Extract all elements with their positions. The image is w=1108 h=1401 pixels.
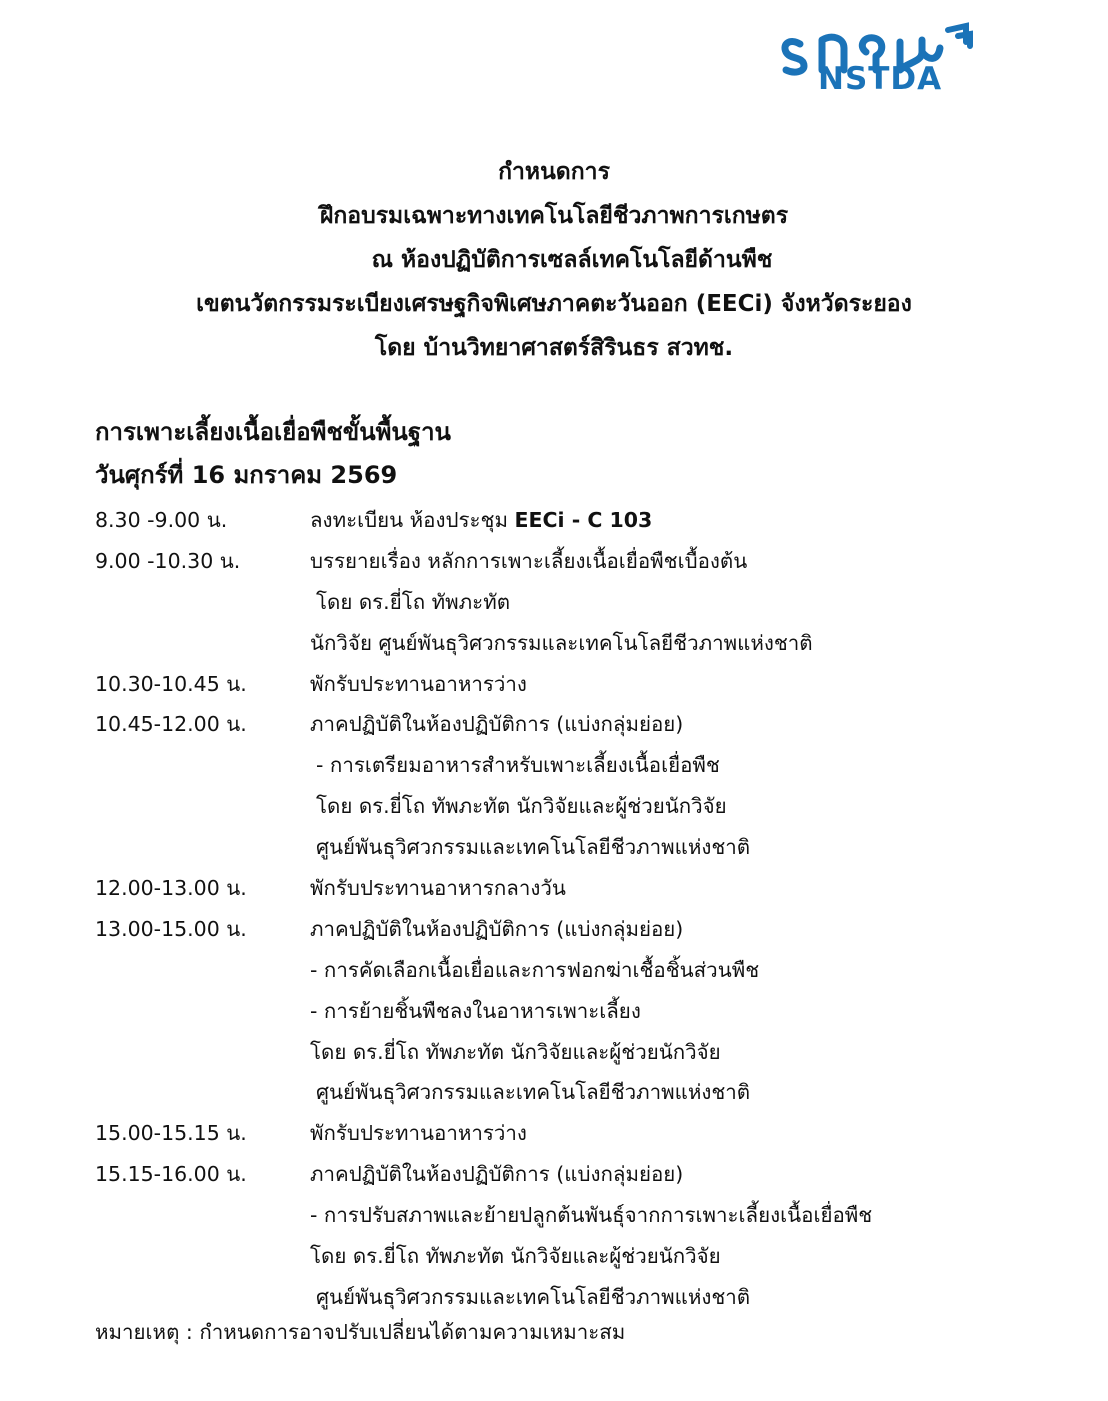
schedule-row [95,582,1055,623]
schedule-time: 10.45-12.00 น. [95,712,247,737]
schedule-row [95,500,1055,541]
schedule-time: 15.00-15.15 น. [95,1121,247,1146]
schedule-text: โดย ดร.ยี่โถ ทัพภะทัต นักวิจัยและผู้ช่วยนักวิจัย [316,794,727,819]
schedule-row [95,950,1055,991]
schedule-row [95,664,1055,705]
room-code: EECi - C 103 [514,508,653,532]
schedule-row [95,1072,1055,1113]
schedule-row [95,541,1055,582]
schedule-text: ลงทะเบียน ห้องประชุม EECi - C 103 [310,508,653,532]
schedule-text: นักวิจัย ศูนย์พันธุวิศวกรรมและเทคโนโลยีชีวภาพแห่งชาติ [310,630,813,655]
title-line: ณ ห้องปฏิบัติการเซลล์เทคโนโลยีด้านพืช [371,247,773,273]
logo-text: NSTDA [818,61,943,97]
schedule-row [95,1277,1055,1318]
schedule-text: พักรับประทานอาหารว่าง [310,1121,527,1146]
footnote: หมายเหตุ : กำหนดการอาจปรับเปลี่ยนได้ตามความเหมาะสม [95,1320,626,1344]
schedule-text: โดย ดร.ยี่โถ ทัพภะทัต นักวิจัยและผู้ช่วยนักวิจัย [310,1244,721,1269]
schedule-time: 12.00-13.00 น. [95,876,247,901]
schedule-text: โดย ดร.ยี่โถ ทัพภะทัต [316,589,511,614]
schedule-row [95,1154,1055,1195]
course-date: วันศุกร์ที่ 16 มกราคม 2569 [95,461,398,489]
title-line: กำหนดการ [498,159,610,185]
schedule-text: บรรยายเรื่อง หลักการเพาะเลี้ยงเนื้อเยื่อพืชเบื้องต้น [310,548,748,573]
schedule-row [95,704,1055,745]
schedule-text: พักรับประทานอาหารกลางวัน [310,876,566,901]
schedule-text: ศูนย์พันธุวิศวกรรมและเทคโนโลยีชีวภาพแห่งชาติ [316,1284,751,1309]
schedule-text: พักรับประทานอาหารว่าง [310,671,527,696]
schedule-time: 15.15-16.00 น. [95,1162,247,1187]
title-line: ฝึกอบรมเฉพาะทางเทคโนโลยีชีวภาพการเกษตร [319,203,789,229]
schedule-time: 10.30-10.45 น. [95,671,247,696]
schedule-time: 8.30 -9.00 น. [95,508,228,532]
schedule-text: ภาคปฏิบัติในห้องปฏิบัติการ (แบ่งกลุ่มย่อย) [310,712,684,737]
schedule-row [95,827,1055,868]
schedule-text: - การคัดเลือกเนื้อเยื่อและการฟอกฆ่าเชื้อชิ้นส่วนพืช [310,957,760,982]
schedule-row [95,623,1055,664]
schedule-row [95,1236,1055,1277]
schedule-time: 13.00-15.00 น. [95,916,247,941]
schedule-row [95,1032,1055,1073]
schedule-row [95,868,1055,909]
schedule-text: ภาคปฏิบัติในห้องปฏิบัติการ (แบ่งกลุ่มย่อย) [310,1162,684,1187]
schedule-row [95,991,1055,1032]
schedule-text: ศูนย์พันธุวิศวกรรมและเทคโนโลยีชีวภาพแห่งชาติ [316,1080,751,1105]
title-line: เขตนวัตกรรมระเบียงเศรษฐกิจพิเศษภาคตะวันออก (EECi) จังหวัดระยอง [196,291,912,317]
schedule-time: 9.00 -10.30 น. [95,548,241,573]
schedule-text: ภาคปฏิบัติในห้องปฏิบัติการ (แบ่งกลุ่มย่อย) [310,916,684,941]
schedule-row [95,1195,1055,1236]
schedule-text: - การปรับสภาพและย้ายปลูกต้นพันธุ์จากการเพาะเลี้ยงเนื้อเยื่อพืช [310,1203,873,1228]
schedule-text: - การเตรียมอาหารสำหรับเพาะเลี้ยงเนื้อเยื่อพืช [316,753,720,778]
course-name: การเพาะเลี้ยงเนื้อเยื่อพืชขั้นพื้นฐาน [95,418,451,446]
schedule-list [95,500,1055,1318]
schedule-row [95,909,1055,950]
schedule-row [95,745,1055,786]
schedule-row [95,786,1055,827]
title-line: โดย บ้านวิทยาศาสตร์สิรินธร สวทช. [374,335,734,361]
schedule-text: โดย ดร.ยี่โถ ทัพภะทัต นักวิจัยและผู้ช่วยนักวิจัย [310,1039,721,1064]
schedule-row [95,1113,1055,1154]
document-title [0,150,1108,370]
schedule-text: - การย้ายชิ้นพืชลงในอาหารเพาะเลี้ยง [310,998,641,1023]
schedule-text: ศูนย์พันธุวิศวกรรมและเทคโนโลยีชีวภาพแห่งชาติ [316,835,751,860]
nstda-logo [770,22,1020,104]
